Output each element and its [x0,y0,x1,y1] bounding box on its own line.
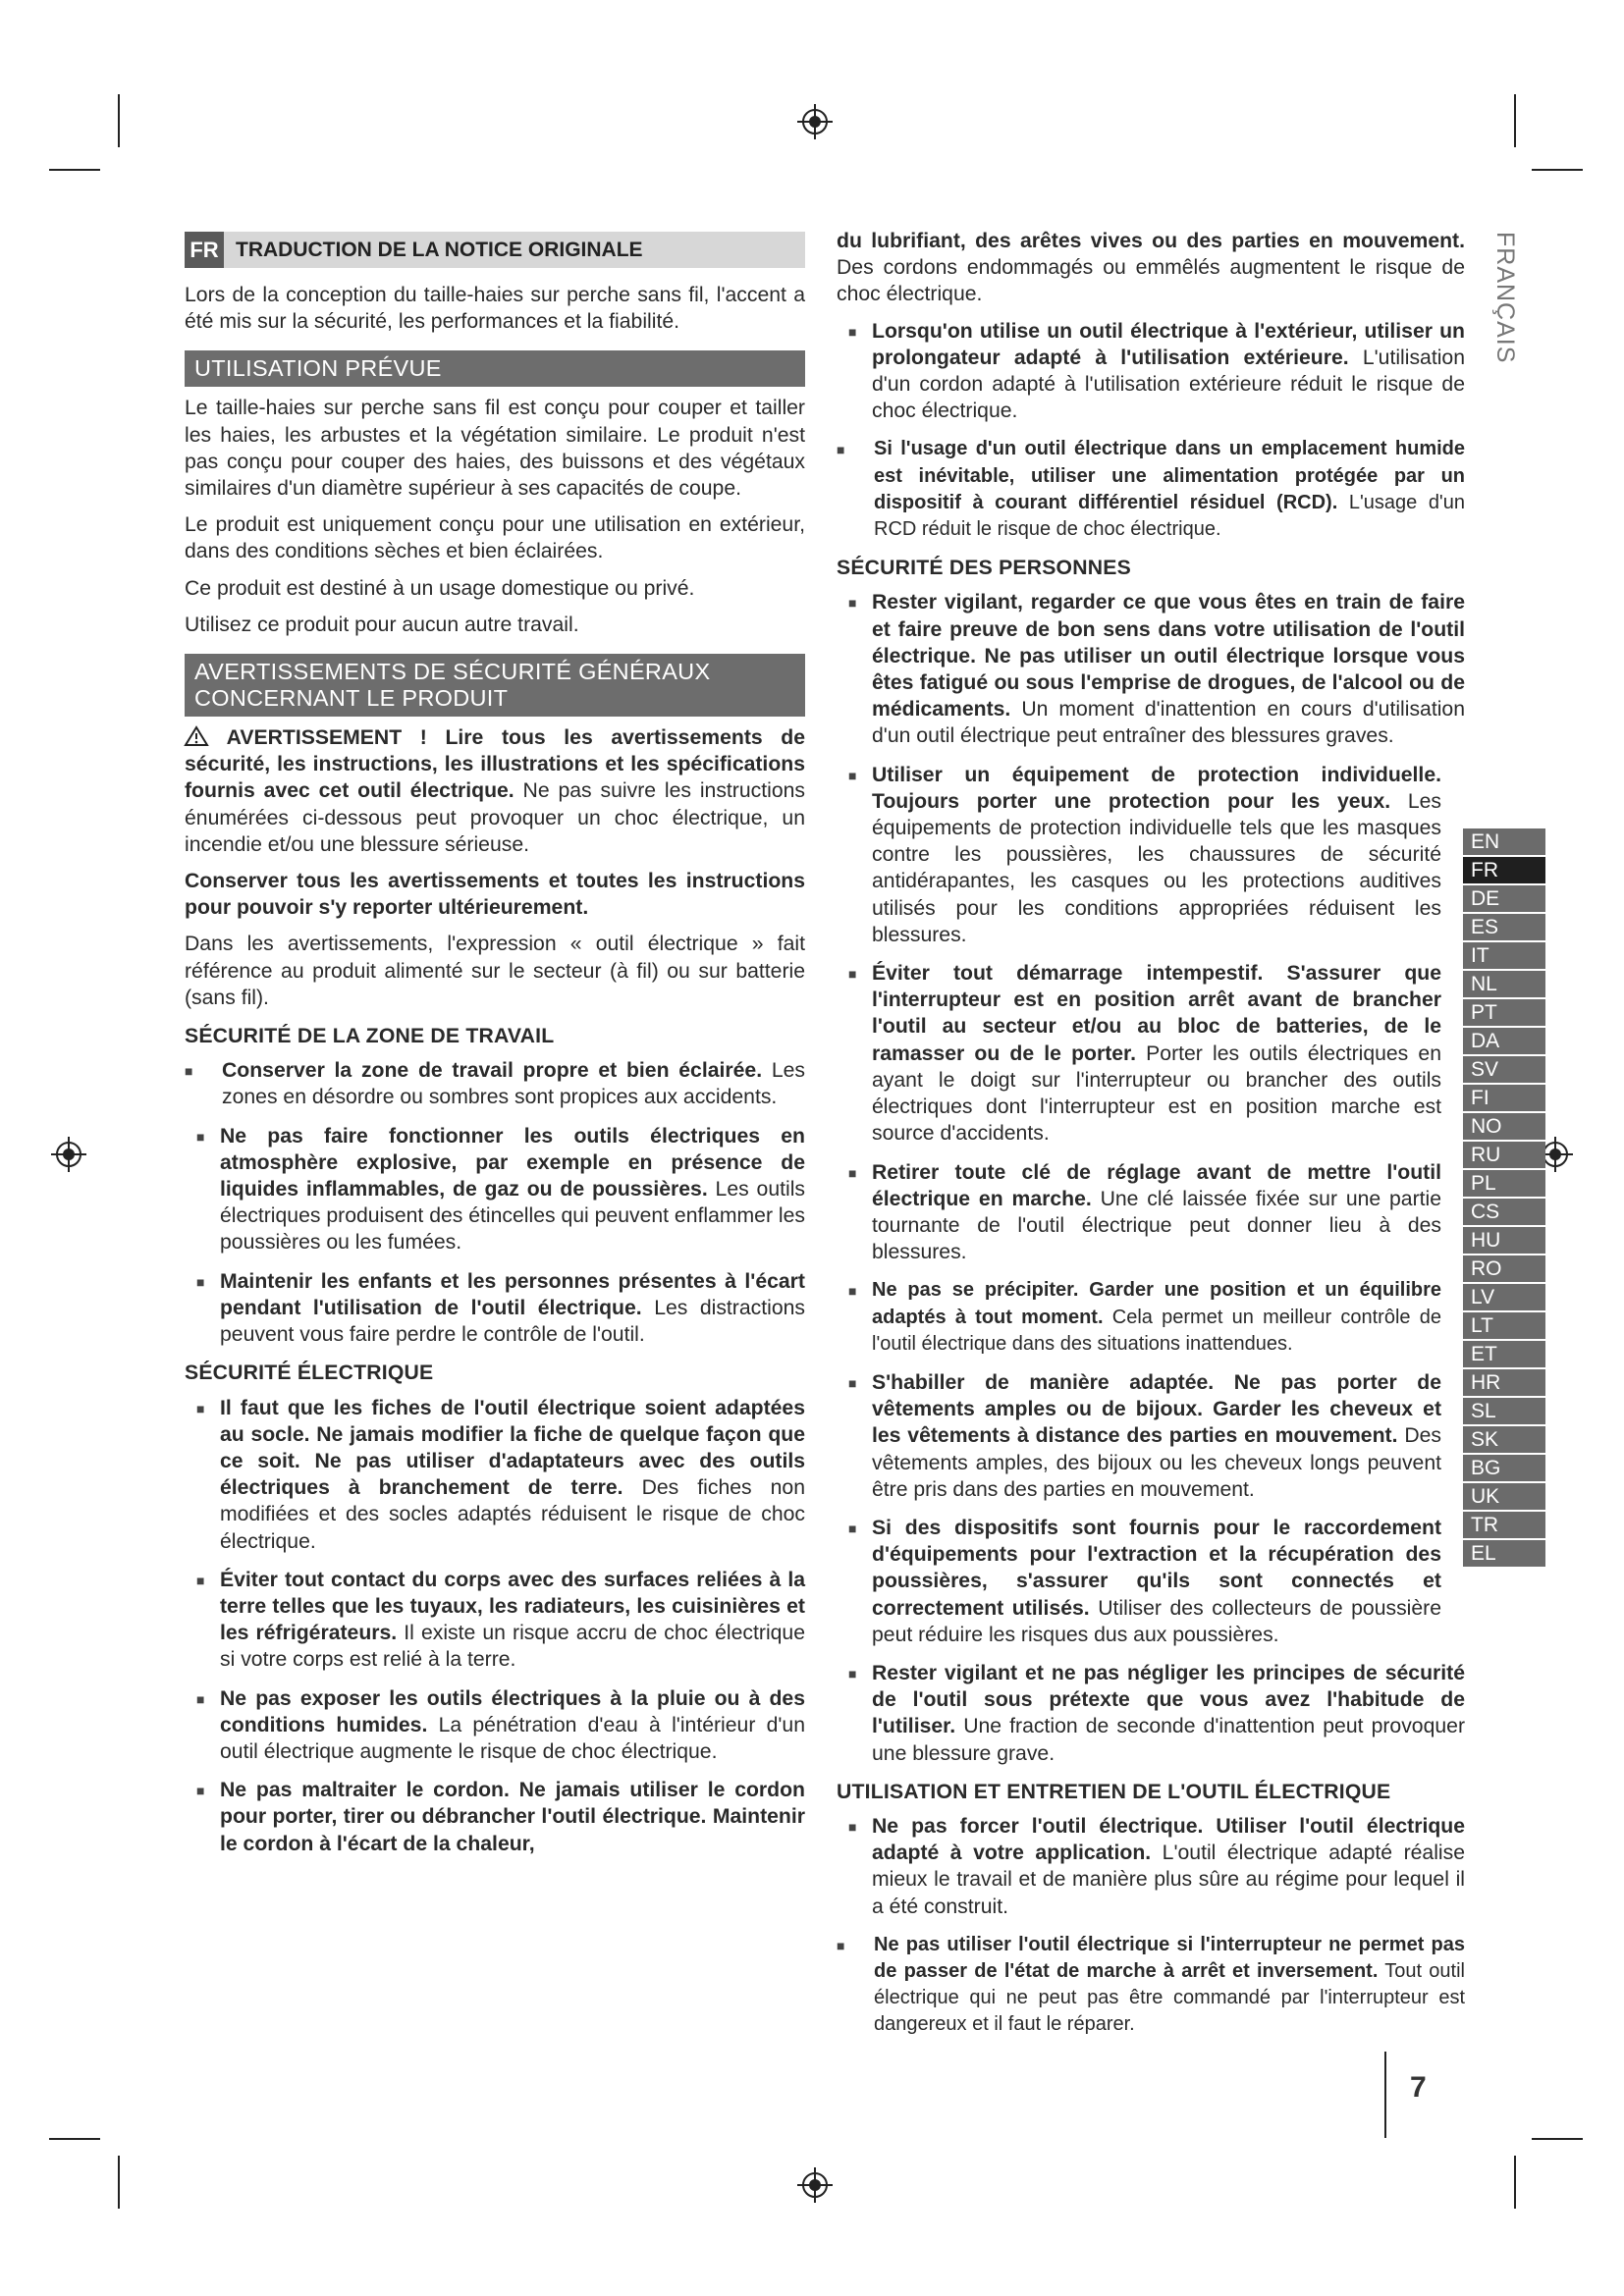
document-title: TRADUCTION DE LA NOTICE ORIGINALE [224,232,805,268]
list-item-bold: Ne pas utiliser l'outil électrique si l'interrupteur ne permet pas de passer de l'état de marche à arrêt et inversement. [874,1933,1465,1982]
crop-mark [1514,94,1516,147]
list-item-text: La pénétration d'eau à l'intérieur d'un outil électrique augmente le risque de choc électrique. [220,1713,805,1763]
definition-paragraph: Dans les avertissements, l'expression « outil électrique » fait référence au produit alimenté sur le secteur (à fil) ou sur batterie (sans fil). [185,933,805,1009]
list-item [220,1685,805,1766]
left-column [185,232,805,1869]
continued-text: Des cordons endommagés ou emmêlés augmentent le risque de choc électrique. [837,256,1465,306]
registration-mark-icon [797,2167,833,2203]
language-tab-cs[interactable]: CS [1463,1199,1545,1227]
registration-mark-icon [51,1137,86,1172]
list-item-text: Tout outil électrique qui ne peut pas être commandé par l'interrupteur est dangereux et il faut le réparer. [874,1959,1465,2036]
language-tab-lv[interactable]: LV [1463,1284,1545,1312]
list-item-bold: Ne pas forcer l'outil électrique. Utiliser l'outil électrique adapté à votre application. [872,1814,1465,1865]
list-item [837,1932,1465,2039]
list-item [872,1369,1441,1503]
list-item [837,436,1465,543]
list-item [220,1395,805,1555]
usage-paragraph: Le produit est uniquement conçu pour une utilisation en extérieur, dans des conditions sèches et bien éclairées. [185,513,805,563]
keep-instructions: Conserver tous les avertissements et toutes les instructions pour pouvoir s'y reporter ultérieurement. [185,870,805,920]
list-item-bold: Utiliser un équipement de protection individuelle. Toujours porter une protection pour les yeux. [872,763,1441,813]
list-item-bold: Éviter tout contact du corps avec des surfaces reliées à la terre telles que les tuyaux, les radiateurs, les cuisinières et les réfrigérateurs. [220,1568,805,1645]
list-item-bold: Si l'usage d'un outil électrique dans un emplacement humide est inévitable, utiliser une alimentation protégée par un dispositif à courant différentiel résiduel (RCD). [874,438,1465,513]
list-item [872,1813,1465,1920]
right-column [837,228,1465,2051]
language-tabs [1463,828,1545,1569]
language-tab-sv[interactable]: SV [1463,1056,1545,1085]
list-item-text: Les outils électriques produisent des étincelles qui peuvent enflammer les poussières ou les fumées. [220,1178,805,1255]
list-item-bold: Rester vigilant et ne pas négliger les principes de sécurité de l'outil sous prétexte que vous avez l'habitude de l'utiliser. [872,1661,1465,1738]
language-tab-da[interactable]: DA [1463,1028,1545,1056]
list-item [220,1123,805,1256]
list-item-bold: Ne pas exposer les outils électriques à la pluie ou à des conditions humides. [220,1686,805,1736]
continued-paragraph [837,228,1465,308]
list-item [185,1057,805,1110]
list-item-text: Il existe un risque accru de choc électrique si votre corps est relié à la terre. [220,1622,806,1672]
language-tab-el[interactable]: EL [1463,1540,1545,1569]
list-item-text: Les zones en désordre ou sombres sont propices aux accidents. [222,1059,805,1109]
language-tab-ru[interactable]: RU [1463,1142,1545,1170]
list-item-text: L'usage d'un RCD réduit le risque de choc électrique. [874,491,1466,541]
list-item [872,318,1465,425]
list-item-text: L'utilisation d'un cordon adapté à l'utilisation extérieure réduit le risque de choc électrique. [872,346,1465,423]
list-item [220,1777,805,1857]
list-item-bold: Maintenir les enfants et les personnes présentes à l'écart pendant l'utilisation de l'outil électrique. [220,1269,805,1319]
language-tab-tr[interactable]: TR [1463,1512,1545,1540]
language-tab-lt[interactable]: LT [1463,1312,1545,1341]
language-tab-pl[interactable]: PL [1463,1170,1545,1199]
section-title-tool-use: UTILISATION ET ENTRETIEN DE L'OUTIL ÉLECTRIQUE [837,1780,1391,1803]
language-tab-it[interactable]: IT [1463,942,1545,971]
language-tab-ro[interactable]: RO [1463,1255,1545,1284]
language-tab-nl[interactable]: NL [1463,971,1545,999]
list-item-bold: Lorsqu'on utilise un outil électrique à l'extérieur, utiliser un prolongateur adapté à l'utilisation extérieure. [872,319,1465,369]
list-item-text: Utiliser des collecteurs de poussière peut réduire les risques dus aux poussières. [872,1596,1442,1646]
usage-paragraph: Le taille-haies sur perche sans fil est conçu pour couper et tailler les haies, les arbustes et la végétation similaire. Le produit n'est pas conçu pour couper des haies, des buissons et des végétaux similaires d'un diamètre supérieur à ses capacités de coupe. [185,397,805,501]
list-item [872,1159,1441,1266]
language-tag: FR [185,232,224,268]
language-tab-de[interactable]: DE [1463,885,1545,914]
language-tab-hr[interactable]: HR [1463,1369,1545,1398]
warning-triangle-icon [185,726,208,746]
section-title-work-area: SÉCURITÉ DE LA ZONE DE TRAVAIL [185,1025,555,1048]
section-title-usage: UTILISATION PRÉVUE [185,350,805,387]
usage-paragraph: Utilisez ce produit pour aucun autre travail. [185,613,579,636]
list-item-bold: Retirer toute clé de réglage avant de mettre l'outil électrique en marche. [872,1160,1441,1210]
list-item [872,1515,1441,1648]
list-item-text: Porter les outils électriques en ayant le doigt sur l'interrupteur ou brancher des outils électriques dont l'interrupteur est en position marche est source d'accidents. [872,1041,1441,1146]
language-tab-et[interactable]: ET [1463,1341,1545,1369]
registration-mark-icon [797,104,833,139]
list-item-text: Des vêtements amples, des bijoux ou les cheveux longs peuvent être pris dans des parties en mouvement. [872,1424,1441,1501]
intro-paragraph: Lors de la conception du taille-haies sur perche sans fil, l'accent a été mis sur la sécurité, les performances et la fiabilité. [185,284,805,334]
list-item-text: L'outil électrique adapté réalise mieux le travail et de manière plus sûre au régime pour lequel il a été construit. [872,1842,1465,1918]
page-number-rule [1384,2052,1386,2138]
language-tab-uk[interactable]: UK [1463,1483,1545,1512]
language-tab-bg[interactable]: BG [1463,1455,1545,1483]
list-item-bold: S'habiller de manière adaptée. Ne pas porter de vêtements amples ou de bijoux. Garder les cheveux et les vêtements à distance des parties en mouvement. [872,1370,1441,1448]
list-item [220,1567,805,1674]
crop-mark [49,169,100,171]
crop-mark [1514,2156,1516,2209]
crop-mark [118,2156,120,2209]
language-tab-sk[interactable]: SK [1463,1426,1545,1455]
side-language-text: FRANÇAIS [1491,232,1519,364]
side-language-label [1475,232,1519,379]
list-item-bold: Il faut que les fiches de l'outil électrique soient adaptées au socle. Ne jamais modifier la fiche de quelque façon que ce soit. Ne pas utiliser d'adaptateurs avec des outils électriques à branchement de terre. [220,1396,805,1500]
list-item-bold: Si des dispositifs sont fournis pour le raccordement d'équipements pour l'extraction et la récupération des poussières, s'assurer qu'ils sont connectés et correctement utilisés. [872,1516,1441,1620]
language-tab-pt[interactable]: PT [1463,999,1545,1028]
crop-mark [1532,169,1583,171]
list-item [220,1268,805,1349]
language-tab-no[interactable]: NO [1463,1113,1545,1142]
page-number: 7 [1410,2071,1427,2104]
crop-mark [1532,2138,1583,2140]
language-tab-sl[interactable]: SL [1463,1398,1545,1426]
list-item-bold: Ne pas faire fonctionner les outils électriques en atmosphère explosive, par exemple en présence de liquides inflammables, de gaz ou de poussières. [220,1124,805,1201]
list-item-text: Les équipements de protection individuelle tels que les masques contre les poussières, les chaussures de sécurité antidérapantes, les casques ou les protections auditives utilisés pour les conditions appropriées réduisent les blessures. [872,789,1442,946]
list-item [872,960,1441,1147]
list-item-text: Les distractions peuvent vous faire perdre le contrôle de l'outil. [220,1296,805,1347]
language-tab-fi[interactable]: FI [1463,1085,1545,1113]
list-item-text: Des fiches non modifiées et des socles adaptés réduisent le risque de choc électrique. [220,1476,805,1553]
language-tab-es[interactable]: ES [1463,914,1545,942]
list-item-bold: Ne pas maltraiter le cordon. Ne jamais utiliser le cordon pour porter, tirer ou débrancher l'outil électrique. Maintenir le cordon à l'écart de la chaleur, [220,1779,805,1855]
warning-paragraph [185,724,805,858]
list-item-bold: Ne pas se précipiter. Garder une position et un équilibre adaptés à tout moment. [872,1279,1441,1328]
warning-bold-text: AVERTISSEMENT ! Lire tous les avertissements de sécurité, les instructions, les illustrations et les spécifications fournis avec cet outil électrique. [185,726,805,803]
list-item [872,1660,1465,1767]
continued-bold: du lubrifiant, des arêtes vives ou des parties en mouvement. [837,230,1465,252]
crop-mark [118,94,120,147]
warning-text: Ne pas suivre les instructions énumérées ci-dessous peut provoquer un choc électrique, un incendie et/ou une blessure sérieuse. [185,779,805,856]
list-item [872,1277,1441,1358]
document-header [185,232,805,268]
language-tab-hu[interactable]: HU [1463,1227,1545,1255]
list-item-text: Une clé laissée fixée sur une partie tournante de l'outil électrique peut donner lieu à des blessures. [872,1187,1442,1264]
section-title-electrical: SÉCURITÉ ÉLECTRIQUE [185,1362,434,1385]
list-item [872,762,1441,948]
list-item-bold: Conserver la zone de travail propre et bien éclairée. [222,1059,763,1083]
list-item-text: Un moment d'inattention en cours d'utilisation d'un outil électrique peut entraîner des blessures graves. [872,698,1465,748]
language-tab-en[interactable]: EN [1463,828,1545,857]
list-item-text: Une fraction de seconde d'inattention peut provoquer une blessure grave. [872,1715,1465,1765]
section-title-warnings: AVERTISSEMENTS DE SÉCURITÉ GÉNÉRAUX CONCERNANT LE PRODUIT [185,654,805,717]
usage-paragraph: Ce produit est destiné à un usage domestique ou privé. [185,576,695,600]
list-item-text: Cela permet un meilleur contrôle de l'outil électrique dans des situations inattendues. [872,1306,1441,1355]
section-title-personal: SÉCURITÉ DES PERSONNES [837,557,1131,580]
list-item [872,589,1465,749]
list-item-bold: Rester vigilant, regarder ce que vous êtes en train de faire et faire preuve de bon sens dans votre utilisation de l'outil électrique. Ne pas utiliser un outil électrique lorsque vous êtes fatigué ou sous l'emprise de drogues, de l'alcool ou de médicaments. [872,591,1465,721]
crop-mark [49,2138,100,2140]
language-tab-fr[interactable]: FR [1463,857,1545,885]
list-item-bold: Éviter tout démarrage intempestif. S'assurer que l'interrupteur est en position arrêt avant de brancher l'outil au secteur et/ou au bloc de batteries, de le ramasser ou de le porter. [872,962,1441,1065]
